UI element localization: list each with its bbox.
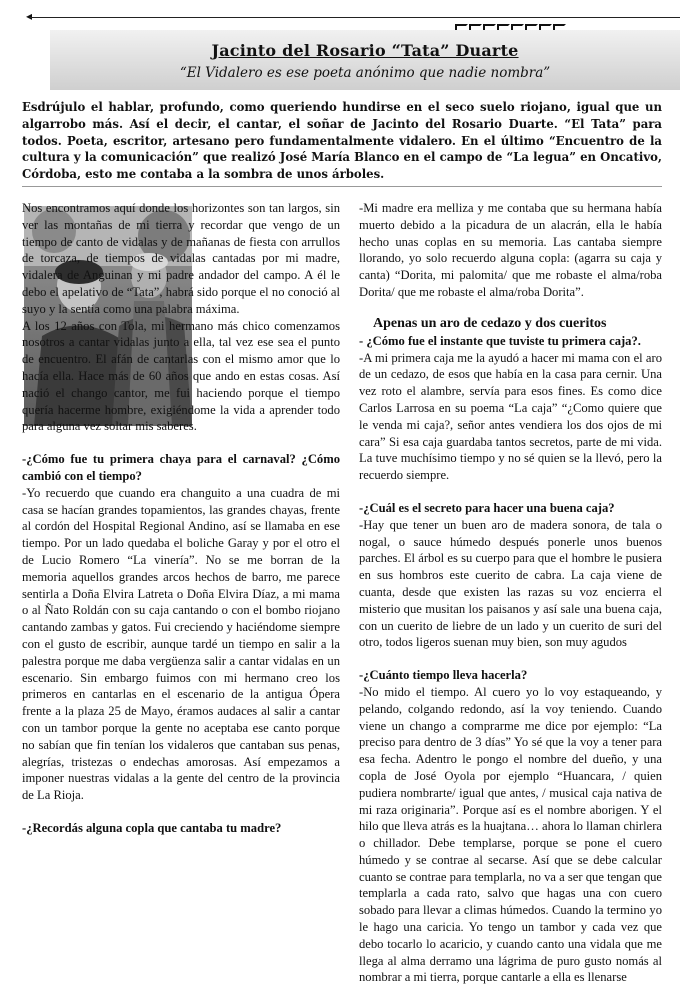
left-column	[22, 200, 340, 837]
divider	[22, 186, 662, 187]
interview-answer: -A mi primera caja me la ayudó a hacer mi mama con el aro de un cedazo, de esos que había en la casa para cernir. Una vez roto el alambre, servía para esos fines. Es como dice Carlos Larrosa en su poema “La caja” “¿Como quiere que le venda mi caja?, señor antes vendiera los dos ojos de mi cara” Si esa caja guardaba tantos secretos, parte de mi vida. La tuve muchísimo tiempo y no sé quien se la llevó, pero la recuerdo siempre.	[359, 350, 662, 483]
intro-paragraph: Esdrújulo el hablar, profundo, como queriendo hundirse en el seco suelo riojano, igual que un algarrobo más. Así el decir, el cantar, el soñar de Jacinto del Rosario Duarte. “El Tata” para todos. Poeta, escritor, artesano pero fundamentalmente vidalero. En el último “Encuentro de la cultura y la comunicación” que realizó José María Blanco en el campo de “La legua” en Oncativo, Córdoba, esto me contaba a la sombra de unos árboles.	[22, 100, 662, 182]
interview-question: -¿Cuánto tiempo lleva hacerla?	[359, 668, 528, 683]
article-title: Jacinto del Rosario “Tata” Duarte	[211, 41, 519, 60]
interview-answer: -Yo recuerdo que cuando era changuito a una cuadra de mi casa se hacían grandes topamientos, las grandes chayas, frente al cordón del Hospital Regional Andino, así se llamaba en ese tiempo. Por un lado quedaba el boliche Garay y por el otro el de Lucio Romero “La vinería”. No se me borran de la memoria aquellos grandes arcos hechos de barro, me parece sentirla a Doña Elvira Latreta o Doña Elvira Díaz, a mi mama o al Ñato Roldán con su caja cantando o con el bombo riojano cantando zambas y gatos. Fui creciendo y haciéndome siempre con el gusto de escribir, aunque tardé un tiempo en salir a la palestra porque me daba vergüenza salir a cantar vidalas en un escenario. Sin embargo fuimos con mi hermano creo los primeros en cantarlas en el escenario de la antigua Ópera frente a la plaza 25 de Mayo, éramos audaces al salir a cantar con un tambor porque la gente no aceptaba ese canto porque no sabían que fin tenían los vidaleros que cantaban sus penas, alegrías, tristezas o endechas amorosas. Así empezamos a imponer nuestras vidalas a la gente del centro de la provincia de La Rioja.	[22, 485, 340, 803]
interview-answer: -Hay que tener un buen aro de madera sonora, de tala o nogal, o sauce húmedo después ponerle unos buenos parches. El árbol es su cuerpo para que el hombre le pusiera en sus hombros este cuerito de cabra. La caja viene de cuanta, desde que existen las razas su voz encierra el misterio que musitan los paisanos y así sale una buena caja, con un cuerito de liebre de un lado y un cuerito de suri del otro, todos ligeros suenan muy bien, son muy agudos	[359, 517, 662, 650]
section-heading: Apenas un aro de cedazo y dos cueritos	[373, 315, 607, 331]
interview-question: -¿Cómo fue tu primera chaya para el carnaval? ¿Cómo cambió con el tiempo?	[22, 452, 340, 483]
article-subtitle: “El Vidalero es ese poeta anónimo que nadie nombra”	[179, 65, 551, 81]
paragraph: A los 12 años con Tola, mi hermano más chico comenzamos nosotros a cantar vidalas junto a ella, tal vez ese sea el punto de encuentro. El afán de cantarlas con el mismo amor que lo hacía ella. Hace más de 60 años que ando en estas cosas. Así nació el chango cantor, me fui haciendo porque el tiempo quería hacerme hombre, exigiéndome la vida a aprender todo para alguna vez soltar mis saberes.	[22, 318, 340, 434]
arrow-left-icon: ◂	[26, 9, 33, 23]
interview-answer: -No mido el tiempo. Al cuero yo lo voy estaqueando, y pelando, colgando redondo, así la voy teniendo. Cuando viene un chango a comprarme me dice por ejemplo: “La preciso para dentro de 3 días” Yo sé que la voy a tener para esa fecha. Adentro le pongo el nombre del dueño, y una copla de José Oyola por ejemplo “Huancara, / quien pudiera nombrarte/ igual que antes, / musical caja nativa de mi raza originaria”. Porque así es el nombre aborigen. Y el hilo que lleva atrás es la huajtana… ahora lo llaman chirlera o chillador. Debe templarse, porque se pone el cuero húmedo y se contrae al secarse. Así que se debe calcular cuanto se contrae para templarla, no va a ser que tengan que templarla a cada rato, salvo que hagas una con cuero sobado para llevar a climas húmedos. Cuando la termino yo le hago una caricia. Yo tengo un tambor y cada vez que debo tocarlo lo acaricio, y cuando canto una vidala que me llega al alma derramo una lágrima de puro gusto nomás al nombrar a mi tierra, porque cantarle a ella es llenarse	[359, 684, 662, 985]
interview-question: - ¿Cómo fue el instante que tuviste tu primera caja?.	[359, 333, 641, 348]
interview-question: -¿Recordás alguna copla que cantaba tu madre?	[22, 820, 282, 835]
paragraph: -Mi madre era melliza y me contaba que su hermana había muerto debido a la picadura de un alacrán, ella le había hecho unas coplas en su memoria. Las cantaba siempre llorando, yo solo recuerdo alguna copla: (agarra su caja y canta) “Dorita, mi palomita/ que me robaste el alma/roba Dorita/ que me robaste el alma/roba Dorita”.	[359, 201, 662, 299]
title-banner	[50, 30, 680, 90]
wrapped-paragraph: Nos encontramos aquí donde los horizontes son tan largos, sin ver las montañas de mi tierra y recordar que vengo de un tiempo de canto de vidalas y de mañanas de fiesta con arrullos de torcaza, de tiempos de vidalas cantadas por mi madre, vidalera de Anguinan y mi padre andador del campo. A él le debo el apelativo de “Tata”, habrá sido porque el no conoció al suyo y la sentía como una palabra máxima.	[22, 201, 340, 316]
top-rule	[30, 17, 680, 18]
interview-question: -¿Cuál es el secreto para hacer una buena caja?	[359, 500, 615, 515]
right-column	[359, 200, 662, 986]
